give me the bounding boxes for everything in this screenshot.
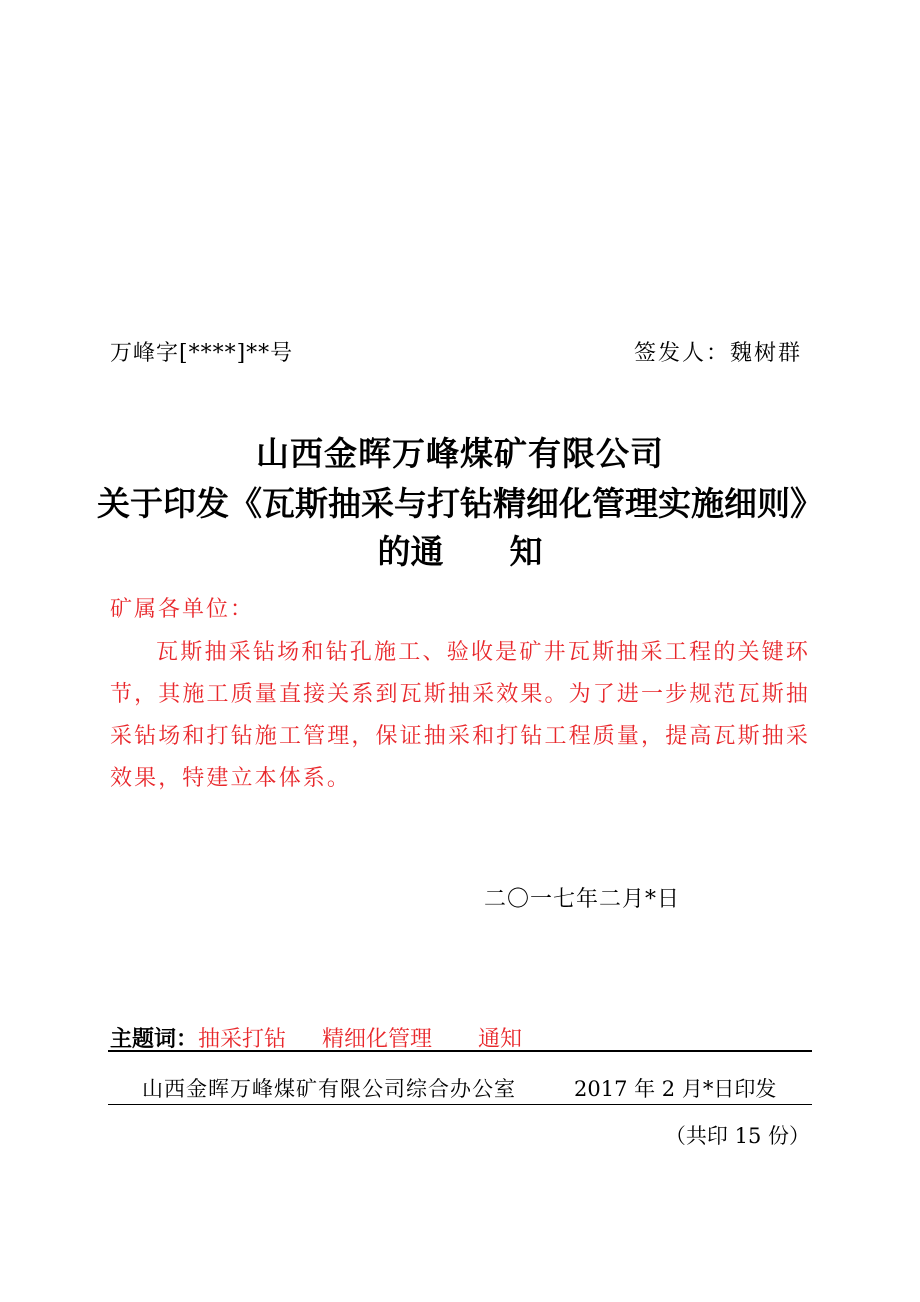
salutation: 矿属各单位：: [110, 597, 255, 622]
issuing-office: 山西金晖万峰煤矿有限公司综合办公室: [142, 1077, 516, 1101]
keywords-line: [110, 1022, 522, 1053]
keyword-item: 精细化管理: [322, 1027, 433, 1052]
copies-count: （共印 15 份）: [664, 1124, 810, 1148]
title-notice: [0, 526, 920, 573]
title-subject: 关于印发《瓦斯抽采与打钻精细化管理实施细则》: [97, 484, 823, 523]
issue-date: 二〇一七年二月*日: [484, 887, 681, 912]
keyword-item: 通知: [478, 1027, 523, 1052]
title-company: 山西金晖万峰煤矿有限公司: [256, 434, 664, 473]
divider-top: [108, 1050, 812, 1052]
title-notice-part2: 知: [509, 532, 543, 571]
issued-date: 2017 年 2 月*日印发: [574, 1077, 777, 1101]
signer: 签发人：魏树群: [633, 341, 802, 366]
keywords-label: 主题词：: [110, 1027, 199, 1052]
document-number: 万峰字[****]**号: [110, 341, 294, 366]
body-paragraph: 瓦斯抽采钻场和钻孔施工、验收是矿井瓦斯抽采工程的关键环节，其施工质量直接关系到瓦斯抽采效果。为了进一步规范瓦斯抽采钻场和打钻施工管理，保证抽采和打钻工程质量，提高瓦斯抽采效果，特建立本体系。: [110, 640, 810, 791]
divider-bottom: [108, 1104, 812, 1105]
keyword-item: 抽采打钻: [198, 1027, 287, 1052]
title-notice-part1: 的通: [377, 532, 444, 571]
